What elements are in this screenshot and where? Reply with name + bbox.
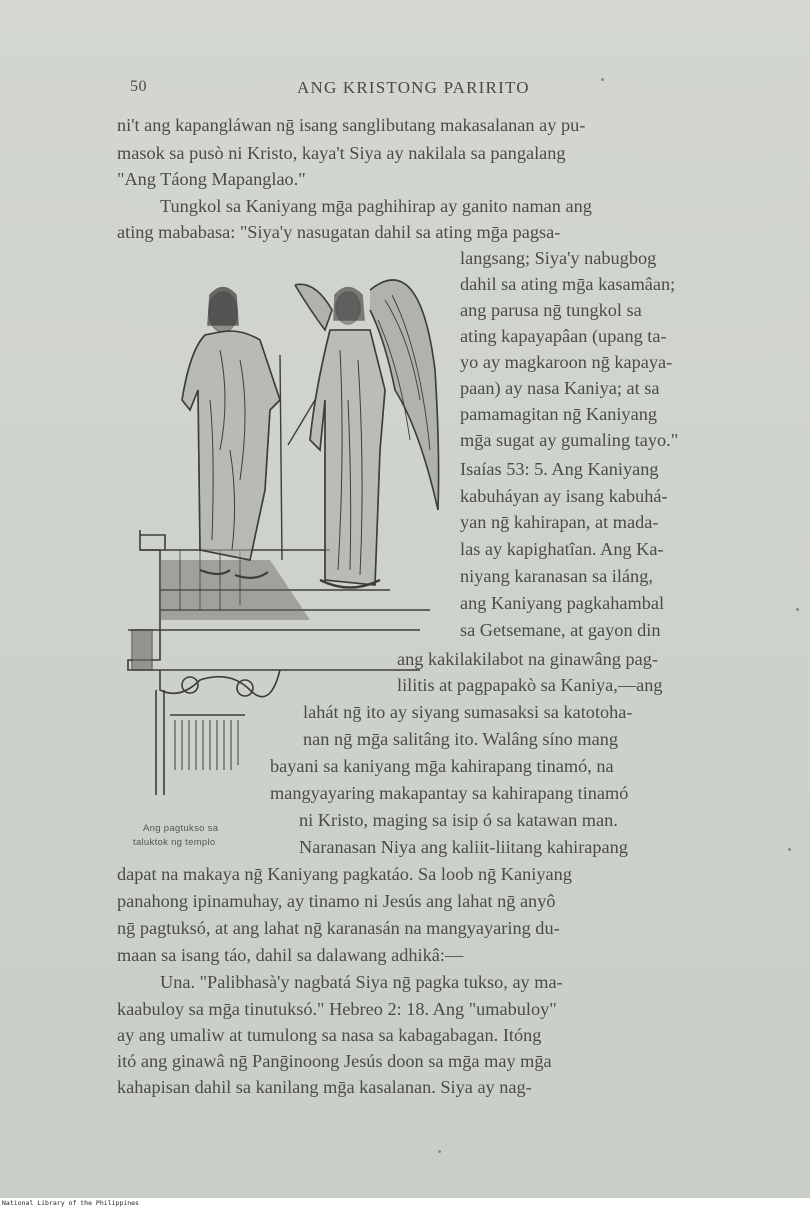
text-line: las ay kapighatîan. Ang Ka- <box>460 539 664 559</box>
text-line: ating mababasa: "Siya'y nasugatan dahil sa ating mḡa pagsa- <box>117 222 561 242</box>
text-line: lahát nḡ ito ay siyang sumasaksi sa katotoha- <box>303 702 633 722</box>
text-line: ating kapayapâan (upang ta- <box>460 326 667 346</box>
text-line: yan nḡ kahirapan, at mada- <box>460 512 659 532</box>
text-line: ang Kaniyang pagkahambal <box>460 593 665 613</box>
text-line: langsang; Siya'y nabugbog <box>460 248 657 268</box>
text-line: ang kakilakilabot na ginawâng pag- <box>397 649 658 669</box>
text-line: mḡa sugat ay gumaling tayo." <box>460 430 679 450</box>
text-line: ang parusa nḡ tungkol sa <box>460 300 642 320</box>
text-line: maan sa isang táo, dahil sa dalawang adhikâ:— <box>117 945 464 965</box>
text-line: ay ang umaliw at tumulong sa nasa sa kabagabagan. Itóng <box>117 1025 542 1045</box>
scan-credit: National Library of the Philippines <box>2 1199 139 1207</box>
text-line: niyang karanasan sa iláng, <box>460 566 653 586</box>
text-line: sa Getsemane, at gayon din <box>460 620 661 640</box>
illustration-caption: Ang pagtukso sa <box>143 823 219 834</box>
temple-pinnacle-illustration <box>120 250 450 800</box>
text-line: Una. "Palibhasà'y nagbatá Siya nḡ pagka tukso, ay ma- <box>160 972 563 992</box>
paper-speck <box>601 78 604 81</box>
text-line: Isaías 53: 5. Ang Kaniyang <box>460 459 659 479</box>
text-line: kabuháyan ay isang kabuhá- <box>460 486 668 506</box>
text-line: pamamagitan nḡ Kaniyang <box>460 404 657 424</box>
text-line: bayani sa kaniyang mḡa kahirapang tinamó, na <box>270 756 614 776</box>
text-line: mangyayaring makapantay sa kahirapang tinamó <box>270 783 629 803</box>
text-line: kaabuloy sa mḡa tinutuksó." Hebreo 2: 18. Ang "umabuloy" <box>117 999 557 1019</box>
jesus-figure <box>182 288 282 578</box>
running-title: ANG KRISTONG PARIRITO <box>297 78 530 97</box>
paper-speck <box>788 848 791 851</box>
text-line: panahong ipinamuhay, ay tinamo ni Jesús ang lahat nḡ anyô <box>117 891 556 911</box>
text-line: kahapisan dahil sa kanilang mḡa kasalanan. Siya ay nag- <box>117 1077 532 1097</box>
text-line: dahil sa ating mḡa kasamâan; <box>460 274 676 294</box>
text-line: dapat na makaya nḡ Kaniyang pagkatáo. Sa loob nḡ Kaniyang <box>117 864 572 884</box>
text-line: paan) ay nasa Kaniya; at sa <box>460 378 660 398</box>
text-line: Naranasan Niya ang kaliit-liitang kahirapang <box>299 837 628 857</box>
text-line: nḡ pagtuksó, at ang lahat nḡ karanasán na mangyayaring du- <box>117 918 560 938</box>
text-line: ni Kristo, maging sa isip ó sa katawan man. <box>299 810 618 830</box>
text-line: Tungkol sa Kaniyang mḡa paghihirap ay ganito naman ang <box>160 196 592 216</box>
illustration-caption: taluktok ng templo <box>133 837 216 848</box>
text-line: itó ang ginawâ nḡ Panḡinoong Jesús doon sa mḡa may mḡa <box>117 1051 552 1071</box>
text-line: masok sa pusò ni Kristo, kaya't Siya ay nakilala sa pangalang <box>117 143 566 163</box>
text-line: yo ay magkaroon nḡ kapaya- <box>460 352 673 372</box>
paper-speck <box>796 608 799 611</box>
ornate-bracket <box>160 670 280 697</box>
text-line: lilitis at pagpapakò sa Kaniya,—ang <box>397 675 663 695</box>
text-line: nan nḡ mḡa salitâng ito. Walâng síno mang <box>303 729 619 749</box>
page-number: 50 <box>130 78 147 95</box>
text-line: "Ang Táong Mapanglao." <box>117 169 306 189</box>
text-line: ni't ang kapangláwan nḡ isang sanglibutang makasalanan ay pu- <box>117 115 586 135</box>
paper-speck <box>438 1150 441 1153</box>
angel-figure <box>288 280 439 588</box>
